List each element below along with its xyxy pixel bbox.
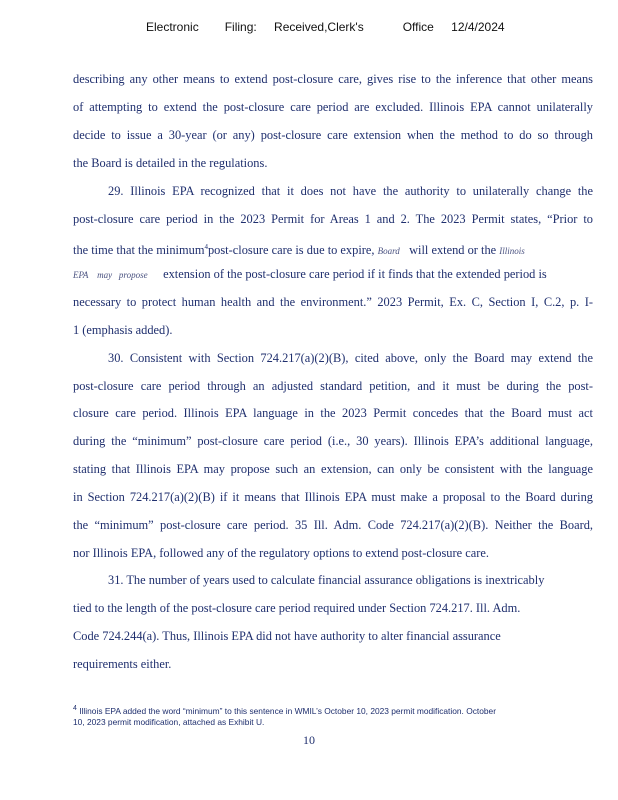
page-number: 10 xyxy=(303,733,315,747)
text-line: post-closure care period through an adjusted standard petition, and it must be during the post- xyxy=(73,379,593,393)
text-line: decide to issue a 30-year (or any) post-closure care extension when the method to do so through xyxy=(73,128,593,142)
text-fragment: post-closure care is due to expire, xyxy=(207,243,375,258)
text-fragment: the time that the minimum xyxy=(73,243,205,258)
footnote-line: Illinois EPA added the word “minimum” to this sentence in WMIL’s October 10, 2023 permit modification. October xyxy=(79,705,497,716)
text-line: 1 (emphasis added). xyxy=(73,323,173,337)
text-fragment: extension of the post-closure care period if it finds that the extended period is xyxy=(163,267,547,281)
paragraph-29-start: 29. Illinois EPA recognized that it does not have the authority to unilaterally change the xyxy=(108,184,593,198)
footnote-marker: 4 xyxy=(73,705,77,712)
emphasis-text: Illinois xyxy=(499,246,525,257)
text-line: Code 724.244(a). Thus, Illinois EPA did not have authority to alter financial assurance xyxy=(73,629,501,643)
paragraph-30-start: 30. Consistent with Section 724.217(a)(2)(B), cited above, only the Board may extend the xyxy=(108,351,593,365)
text-line: tied to the length of the post-closure care period required under Section 724.217. Ill. Adm. xyxy=(73,601,521,615)
emphasis-text: EPA may propose xyxy=(73,270,148,280)
paragraph-31-start: 31. The number of years used to calculate financial assurance obligations is inextricably xyxy=(108,573,545,587)
footnote-line: 10, 2023 permit modification, attached as Exhibit U. xyxy=(73,716,265,727)
text-line: during the “minimum” post-closure care period (i.e., 30 years). Illinois EPA’s additional language, xyxy=(73,434,593,448)
text-line: of attempting to extend the post-closure care period are excluded. Illinois EPA cannot unilaterally xyxy=(73,100,593,114)
footnote xyxy=(73,703,563,728)
emphasis-text: Board xyxy=(377,246,400,257)
text-line: describing any other means to extend post-closure care, gives rise to the inference that other means xyxy=(73,72,593,86)
footnote-ref: 4 xyxy=(204,243,208,251)
text-line: requirements either. xyxy=(73,657,172,671)
text-line: necessary to protect human health and the environment.” 2023 Permit, Ex. C, Section I, C.2, p. I- xyxy=(73,295,593,309)
text-fragment: will extend or the xyxy=(409,243,497,258)
text-line-with-footnote xyxy=(73,239,593,259)
text-line: the Board is detailed in the regulations. xyxy=(73,156,268,170)
text-line: the “minimum” post-closure care period. 35 Ill. Adm. Code 724.217(a)(2)(B). Neither the Board, xyxy=(73,518,593,532)
text-line: stating that Illinois EPA may propose such an extension, can only be consistent with the language xyxy=(73,462,593,476)
text-line: post-closure care period in the 2023 Permit for Areas 1 and 2. The 2023 Permit states, “Prior to xyxy=(73,212,593,226)
text-line xyxy=(73,266,593,283)
text-line: closure care period. Illinois EPA language in the 2023 Permit concedes that the Board must act xyxy=(73,406,593,420)
text-line: in Section 724.217(a)(2)(B) if it means that Illinois EPA must make a proposal to the Board during xyxy=(73,490,593,504)
filing-header: Electronic Filing: Received,Clerk's Office 12/4/2024 xyxy=(146,20,505,34)
text-line: nor Illinois EPA, followed any of the regulatory options to extend post-closure care. xyxy=(73,546,489,560)
